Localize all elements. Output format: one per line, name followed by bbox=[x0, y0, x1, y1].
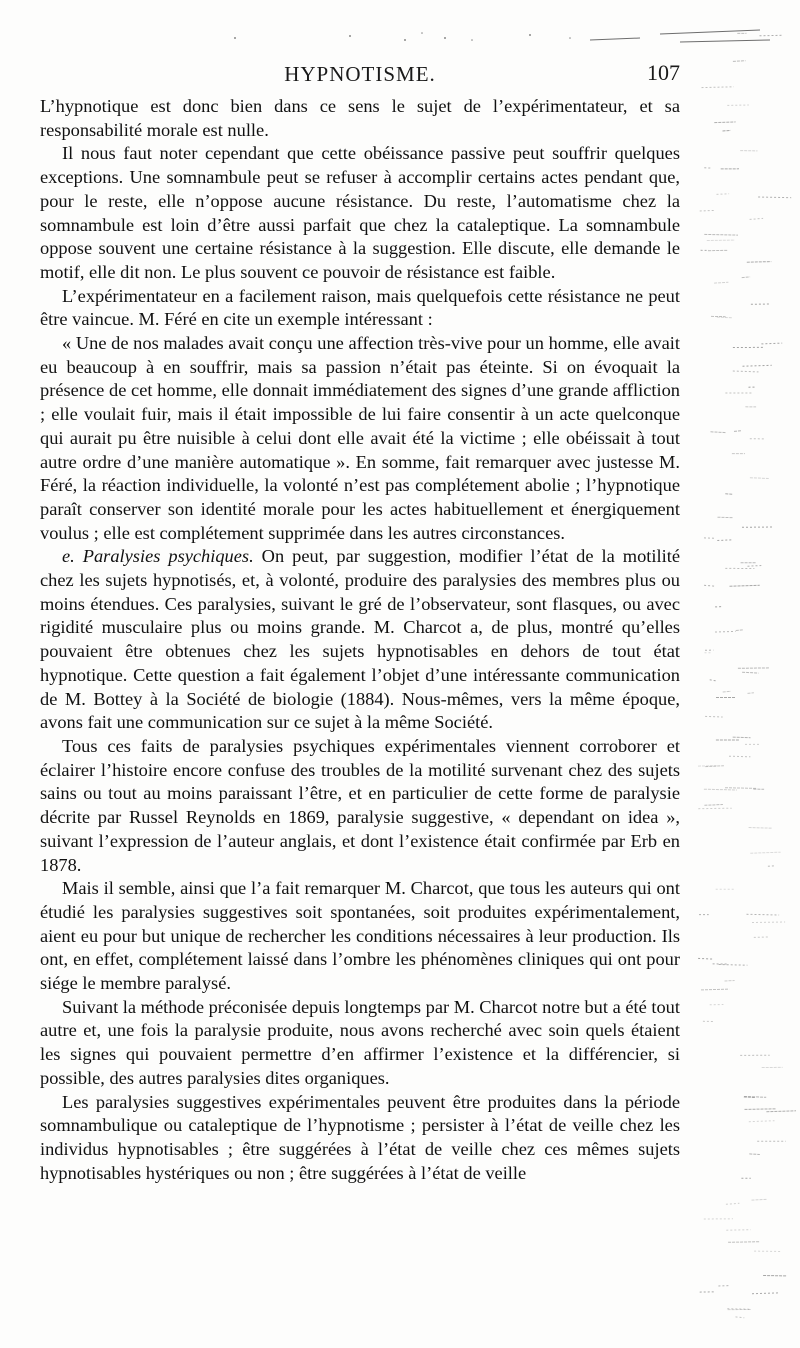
bleed-mark bbox=[748, 566, 762, 567]
bleed-mark bbox=[766, 1111, 796, 1112]
bleed-mark bbox=[698, 958, 713, 959]
bleed-mark bbox=[761, 343, 782, 344]
bleed-mark bbox=[733, 61, 746, 62]
bleed-mark bbox=[758, 197, 791, 198]
bleed-mark bbox=[719, 965, 748, 966]
bleed-mark bbox=[704, 789, 737, 790]
bleed-mark bbox=[714, 282, 728, 283]
quoted-paragraph: « Une de nos malades avait conçu une affection très-vive pour un homme, elle avait eu beaucoup à en souffrir, mais sa passion n’était pas éteinte. Si on évoquait la présence de cet homme, elle donnait immédiatement des signes d’une grande affliction ; elle voulait fuir, mais il était impossible de lui faire consentir à un acte quelconque qui aurait pu être nuisible à celui dont elle avait été la victime ; elle obéissait à tout autre ordre d’une manière automatique ». En somme, fait remarquer avec justesse M. Féré, la réaction individuelle, la volonté n’est pas complétement abolie ; l’hypnotique paraît conserver son identité morale pour les actes habituellement et énergiquement voulus ; elle est complétement supprimée dans les autres circonstances. bbox=[40, 333, 680, 543]
bleed-mark bbox=[748, 693, 754, 694]
paragraph-text: On peut, par suggestion, modifier l’état de la motilité chez les sujets hypnotisés, et, à volonté, produire des paralysies des membres plus ou moins étendues. Ces paralysies, suivant le gré de l’observateur, sont flasques, ou avec rigidité musculaire plus ou moins grande. M. Charcot a, de plus, montré qu’elles pouvaient être obtenues chez les sujets hypnotisables en dehors de tout état hypnotique. Cette question a fait également l’objet d’une intéressante communication de M. Bottey à la Société de biologie (1884). Nous-mêmes, vers la même époque, avons fait une communication sur ce sujet à la même Société. bbox=[40, 546, 680, 733]
bleed-mark bbox=[749, 1121, 775, 1122]
bleed-mark bbox=[723, 691, 731, 692]
bleed-mark bbox=[717, 317, 733, 318]
bleed-mark bbox=[714, 122, 735, 123]
bleed-mark bbox=[704, 585, 714, 586]
paragraph: Mais il semble, ainsi que l’a fait remarquer M. Charcot, que tous les auteurs qui ont étudié les paralysies suggestives soit spontanées, soit produites expérimentalement, aient eu pour but unique de rechercher les conditions nécessaires à leur production. Ils ont, en effet, complétement laissé dans l’ombre les phénomènes cliniques qui ont pour siége le membre paralysé. bbox=[40, 878, 680, 994]
bleed-mark bbox=[726, 1230, 750, 1231]
bleed-mark bbox=[725, 788, 756, 789]
paragraph: L’hypnotique est donc bien dans ce sens le sujet de l’expérimentateur, et sa responsabilité morale est nulle. bbox=[40, 96, 680, 140]
running-title: HYPNOTISME. bbox=[284, 62, 436, 86]
bleed-mark bbox=[744, 1097, 766, 1098]
bleed-mark bbox=[715, 631, 736, 632]
bleed-mark bbox=[725, 981, 735, 982]
bleed-mark bbox=[736, 630, 744, 631]
paragraph: Tous ces faits de paralysies psychiques expérimentales viennent corroborer et éclairer l’histoire encore confuse des troubles de la motilité survenant chez des sujets sains ou tout au moins paraissant l’être, et en particulier de cette forme de paralysie décrite par Russel Reynolds en 1869, paralysie suggestive, « dependant on idea », suivant l’expression de l’auteur anglais, et dont l’existence était confirmée par Erb en 1878. bbox=[40, 735, 680, 875]
bleed-mark bbox=[752, 1199, 768, 1200]
bleed-mark bbox=[704, 805, 723, 806]
bleed-mark bbox=[711, 432, 727, 433]
bleed-mark bbox=[728, 1242, 760, 1243]
bleed-mark bbox=[700, 210, 715, 211]
page-header bbox=[40, 58, 680, 88]
bleed-mark bbox=[747, 262, 772, 263]
bleed-mark bbox=[734, 431, 741, 432]
bleed-mark bbox=[717, 194, 730, 195]
bleed-mark bbox=[752, 922, 785, 923]
bleed-mark bbox=[768, 866, 774, 867]
bleed-mark bbox=[702, 87, 734, 88]
bleed-mark bbox=[726, 1203, 740, 1204]
bleed-mark bbox=[710, 680, 716, 681]
bleed-mark bbox=[742, 672, 758, 673]
bleed-mark bbox=[730, 585, 760, 586]
bleed-mark bbox=[742, 277, 750, 278]
paragraph: Les paralysies suggestives expérimentales peuvent être produites dans la période somnambulique ou cataleptique de l’hypnotisme ; persister à l’état de veille chez les individus hypnotisables ; être suggérées à l’état de veille chez ces mêmes sujets hypnotisables hystériques ou non ; être suggérées à l’état de veille bbox=[40, 1091, 680, 1183]
bleed-mark bbox=[754, 937, 770, 938]
body-text bbox=[40, 95, 680, 1185]
bleed-mark bbox=[701, 989, 729, 990]
bleed-mark bbox=[704, 234, 738, 235]
bleed-mark bbox=[747, 914, 780, 915]
bleed-mark bbox=[698, 808, 731, 809]
bleed-mark bbox=[760, 35, 783, 36]
paragraph: L’expérimentateur en a facilement raison, mais quelquefois cette résistance ne peut être vaincue. M. Féré en cite un exemple intéressant : bbox=[40, 285, 680, 330]
bleed-mark bbox=[718, 517, 734, 518]
bleed-mark bbox=[723, 130, 731, 131]
bleed-mark bbox=[743, 365, 772, 366]
bleed-mark bbox=[736, 1317, 745, 1318]
bleed-mark bbox=[733, 371, 759, 372]
paragraph: Il nous faut noter cependant que cette obéissance passive peut souffrir quelques exceptions. Une somnambule peut se refuser à accomplir certains actes pendant que, pour le reste, elle n’oppose aucune résistance. Du reste, l’automatisme chez la somnambule est loin d’être aussi parfait que chez la cataleptique. La somnambule oppose souvent une certaine résistance à la suggestion. Elle discute, elle demande le motif, elle dit non. Le plus souvent ce pouvoir de résistance est faible. bbox=[40, 143, 680, 282]
bleed-mark bbox=[717, 540, 733, 541]
bleed-mark bbox=[750, 852, 780, 853]
subsection-heading: e. Paralysies psychiques. bbox=[62, 546, 254, 567]
subsection-paragraph bbox=[40, 545, 680, 735]
page-number: 107 bbox=[647, 60, 680, 85]
bleed-mark bbox=[745, 1109, 777, 1110]
bleed-mark bbox=[749, 828, 773, 829]
bleed-mark bbox=[750, 478, 769, 479]
right-margin-bleed-through bbox=[688, 0, 800, 1348]
bleed-mark bbox=[752, 1293, 779, 1294]
bleed-mark bbox=[749, 1154, 760, 1155]
bleed-mark bbox=[733, 737, 751, 738]
paragraph: Suivant la méthode préconisée depuis longtemps par M. Charcot notre but a été tout autre et, une fois la paralysie produite, nous avons recherché avec soin quels étaient les signes qui pouvaient permettre d’en affirmer l’existence et la différencier, si possible, des autres paralysies dites organiques. bbox=[40, 996, 680, 1088]
top-edge-specks bbox=[0, 0, 800, 50]
bleed-mark bbox=[750, 218, 764, 219]
bleed-mark bbox=[729, 756, 750, 757]
bleed-mark bbox=[705, 716, 723, 717]
